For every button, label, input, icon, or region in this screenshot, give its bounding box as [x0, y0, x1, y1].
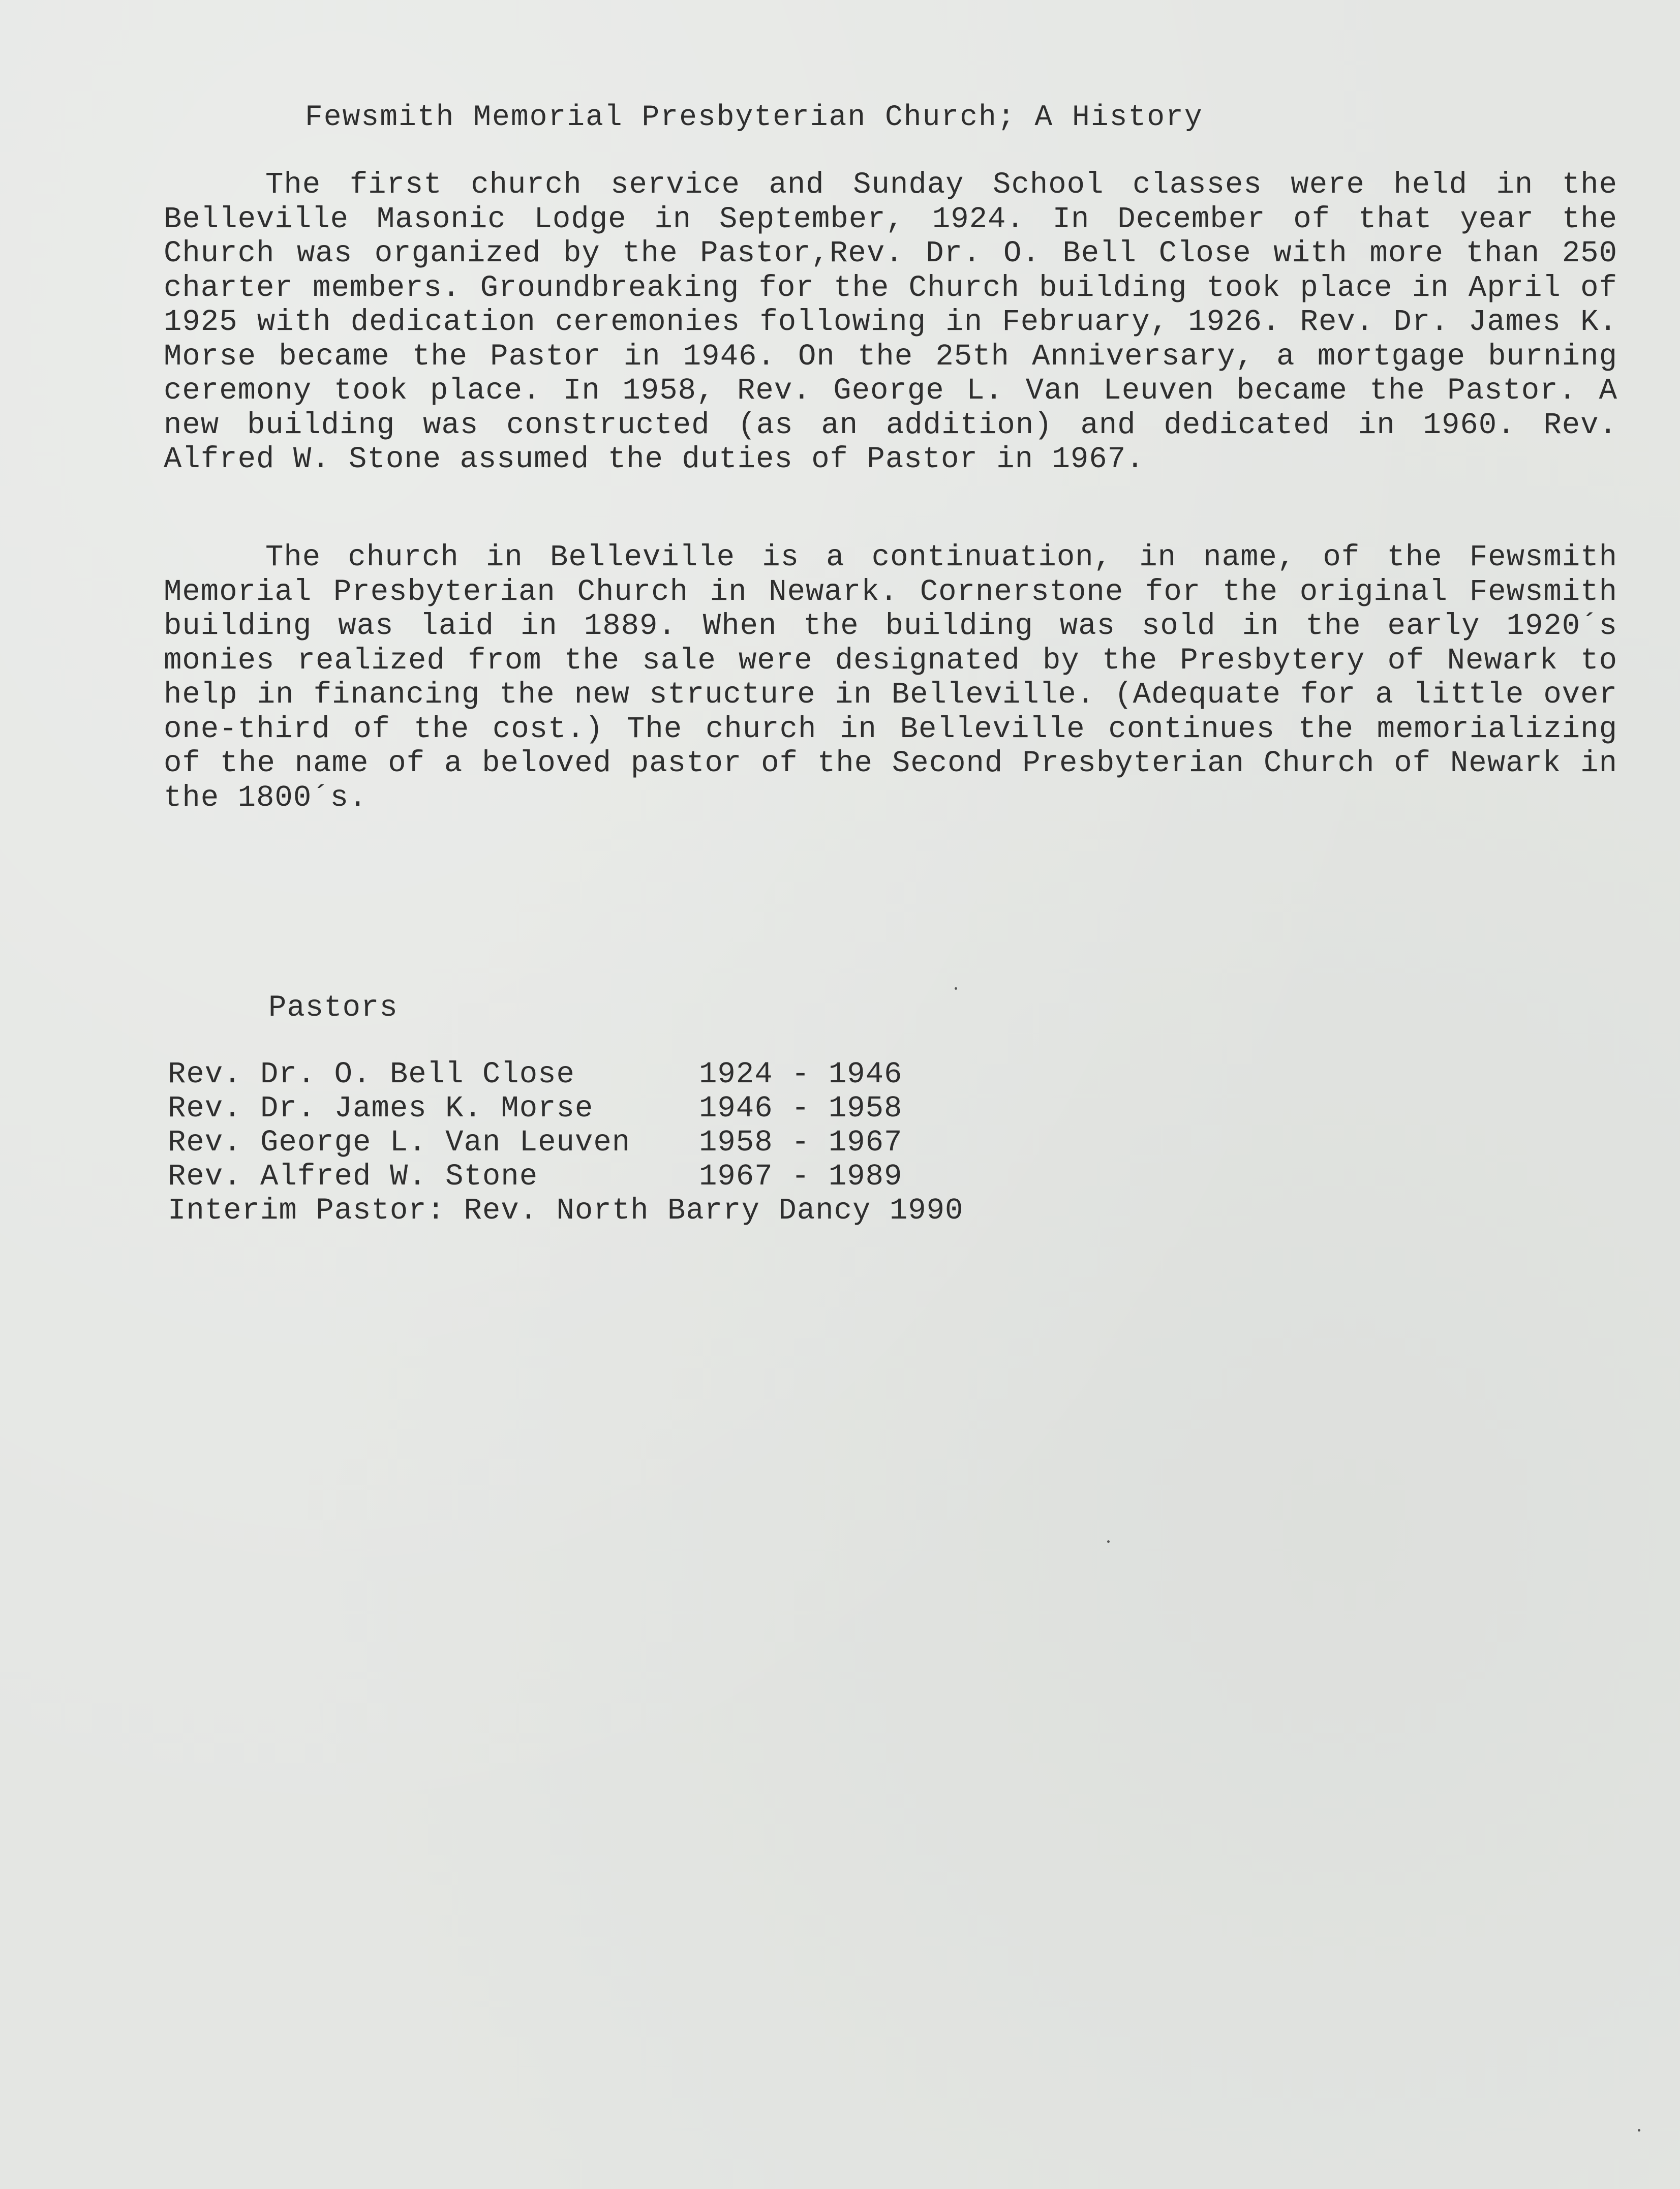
pastor-name: Rev. Dr. O. Bell Close [168, 1057, 575, 1091]
paper-speck [1638, 2129, 1640, 2132]
paper-speck [1107, 1540, 1110, 1543]
history-paragraph-1: The first church service and Sunday School classes were held in the Belleville Masonic Lodge in September, 1924. In December of that year the Church was organized by the Pastor,Rev. Dr. O. Bell Close with more than 250 charter members. Groundbreaking for the Church building took place in April of 1925 with dedication ceremonies following in February, 1926. Rev. Dr. James K. Morse became the Pastor in 1946. On the 25th Anniversary, a mortgage burning ceremony took place. In 1958, Rev. George L. Van Leuven became the Pastor. A new building was constructed (as an addition) and dedicated in 1960. Rev. Alfred W. Stone assumed the duties of Pastor in 1967. [164, 168, 1617, 476]
pastor-years: 1967 - 1989 [699, 1160, 903, 1194]
pastor-row [168, 1126, 1286, 1160]
pastor-years: 1958 - 1967 [699, 1126, 903, 1160]
pastor-row [168, 1160, 1286, 1194]
pastors-heading: Pastors [268, 991, 398, 1025]
pastor-list [168, 1057, 1286, 1194]
pastor-years: 1924 - 1946 [699, 1057, 903, 1091]
interim-pastor-line: Interim Pastor: Rev. North Barry Dancy 1990 [168, 1194, 964, 1228]
pastor-name: Rev. George L. Van Leuven [168, 1126, 631, 1160]
pastor-name: Rev. Alfred W. Stone [168, 1160, 538, 1194]
history-paragraph-2: The church in Belleville is a continuation, in name, of the Fewsmith Memorial Presbyterian Church in Newark. Cornerstone for the original Fewsmith building was laid in 1889. When the building was sold in the early 1920´s monies realized from the sale were designated by the Presbytery of Newark to help in financing the new structure in Belleville. (Adequate for a little over one-third of the cost.) The church in Belleville continues the memorializing of the name of a beloved pastor of the Second Presbyterian Church of Newark in the 1800´s. [164, 540, 1617, 815]
pastor-years: 1946 - 1958 [699, 1091, 903, 1126]
pastor-name: Rev. Dr. James K. Morse [168, 1091, 594, 1126]
paper-speck [955, 987, 957, 990]
document-title: Fewsmith Memorial Presbyterian Church; A History [305, 101, 1203, 134]
pastor-row [168, 1091, 1286, 1126]
pastor-row [168, 1057, 1286, 1091]
